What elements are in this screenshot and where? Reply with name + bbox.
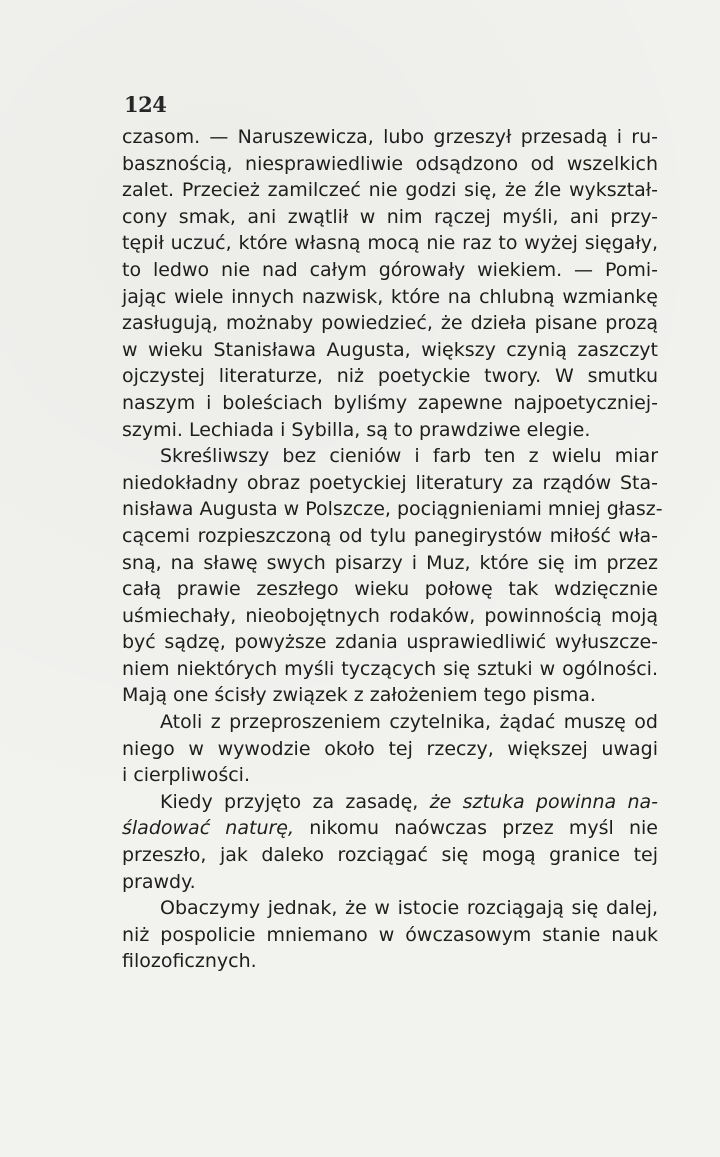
- text-line: prawdy.: [122, 870, 196, 893]
- text-fragment: Kiedy przyjęto za zasadę,: [160, 790, 430, 813]
- text-line: [122, 815, 658, 842]
- text-line: [122, 789, 658, 816]
- text-line: cącemi rozpieszczoną od tylu panegirystów miłość wła-: [122, 524, 658, 547]
- text-line: czasom. — Naruszewicza, lubo grzeszył przesadą i ru-: [122, 126, 658, 148]
- italic-phrase: że sztuka powinna na-: [429, 790, 658, 813]
- text-line: Mają one ścisły związek z założeniem tego pisma.: [122, 684, 596, 707]
- text-line: sną, na sławę swych pisarzy i Muz, które się im przez: [122, 551, 658, 574]
- text-line: w wieku Stanisława Augusta, większy czynią zaszczyt: [122, 338, 658, 361]
- text-line: Skreśliwszy bez cieniów i farb ten z wielu miar: [160, 445, 658, 468]
- text-line: Obaczymy jednak, że w istocie rozciągają się dalej,: [160, 897, 658, 920]
- text-line: cony smak, ani zwątlił w nim rączej myśli, ani przy-: [122, 205, 658, 228]
- italic-phrase: śladować naturę,: [122, 817, 295, 840]
- text-line: niedokładny obraz poetyckiej literatury za rządów Sta-: [122, 471, 658, 494]
- text-line: Atoli z przeproszeniem czytelnika, żądać muszę od: [160, 711, 658, 734]
- page-number: 124: [124, 92, 167, 117]
- text-line: całą prawie zeszłego wieku połowę tak wdzięcznie: [122, 578, 658, 601]
- text-line: tępił uczuć, które własną mocą nie raz to wyżej sięgały,: [122, 232, 658, 255]
- text-line: filozoficznych.: [122, 950, 257, 973]
- text-line: szymi. Lechiada i Sybilla, są to prawdziwe elegie.: [122, 418, 591, 441]
- text-line: być sądzę, powyższe zdania usprawiedliwić wyłuszcze-: [122, 631, 658, 654]
- text-line: ojczystej literaturze, niż poetyckie twory. W smutku: [122, 365, 658, 388]
- text-line: niż pospolicie mniemano w ówczasowym stanie nauk: [122, 923, 658, 946]
- text-line: nisława Augusta w Polszcze, pociągnieniami mniej głasz-: [122, 498, 663, 521]
- text-line: niego w wywodzie około tej rzeczy, większej uwagi: [122, 737, 658, 760]
- text-line: to ledwo nie nad całym górowały wiekiem. — Pomi-: [122, 258, 658, 281]
- text-line: uśmiechały, nieobojętnych rodaków, powinnością moją: [122, 604, 658, 627]
- text-line: zalet. Przecież zamilczeć nie godzi się, że źle wykształ-: [122, 179, 658, 202]
- text-line: naszym i boleściach byliśmy zapewne najpoetyczniej-: [122, 391, 658, 414]
- text-line: i cierpliwości.: [122, 764, 250, 787]
- text-line: jając wiele innych nazwisk, które na chlubną wzmiankę: [122, 285, 658, 308]
- text-line: przeszło, jak daleko rozciągać się mogą granice tej: [122, 844, 658, 867]
- body-text: [122, 124, 663, 975]
- text-line: niem niektórych myśli tyczących się sztuki w ogólności.: [122, 657, 658, 680]
- text-line: basznością, niesprawiedliwie odsądzono od wszelkich: [122, 152, 658, 175]
- text-fragment: nikomu naówczas przez myśl nie: [294, 817, 658, 840]
- text-line: zasługują, możnaby powiedzieć, że dzieła pisane prozą: [122, 312, 658, 335]
